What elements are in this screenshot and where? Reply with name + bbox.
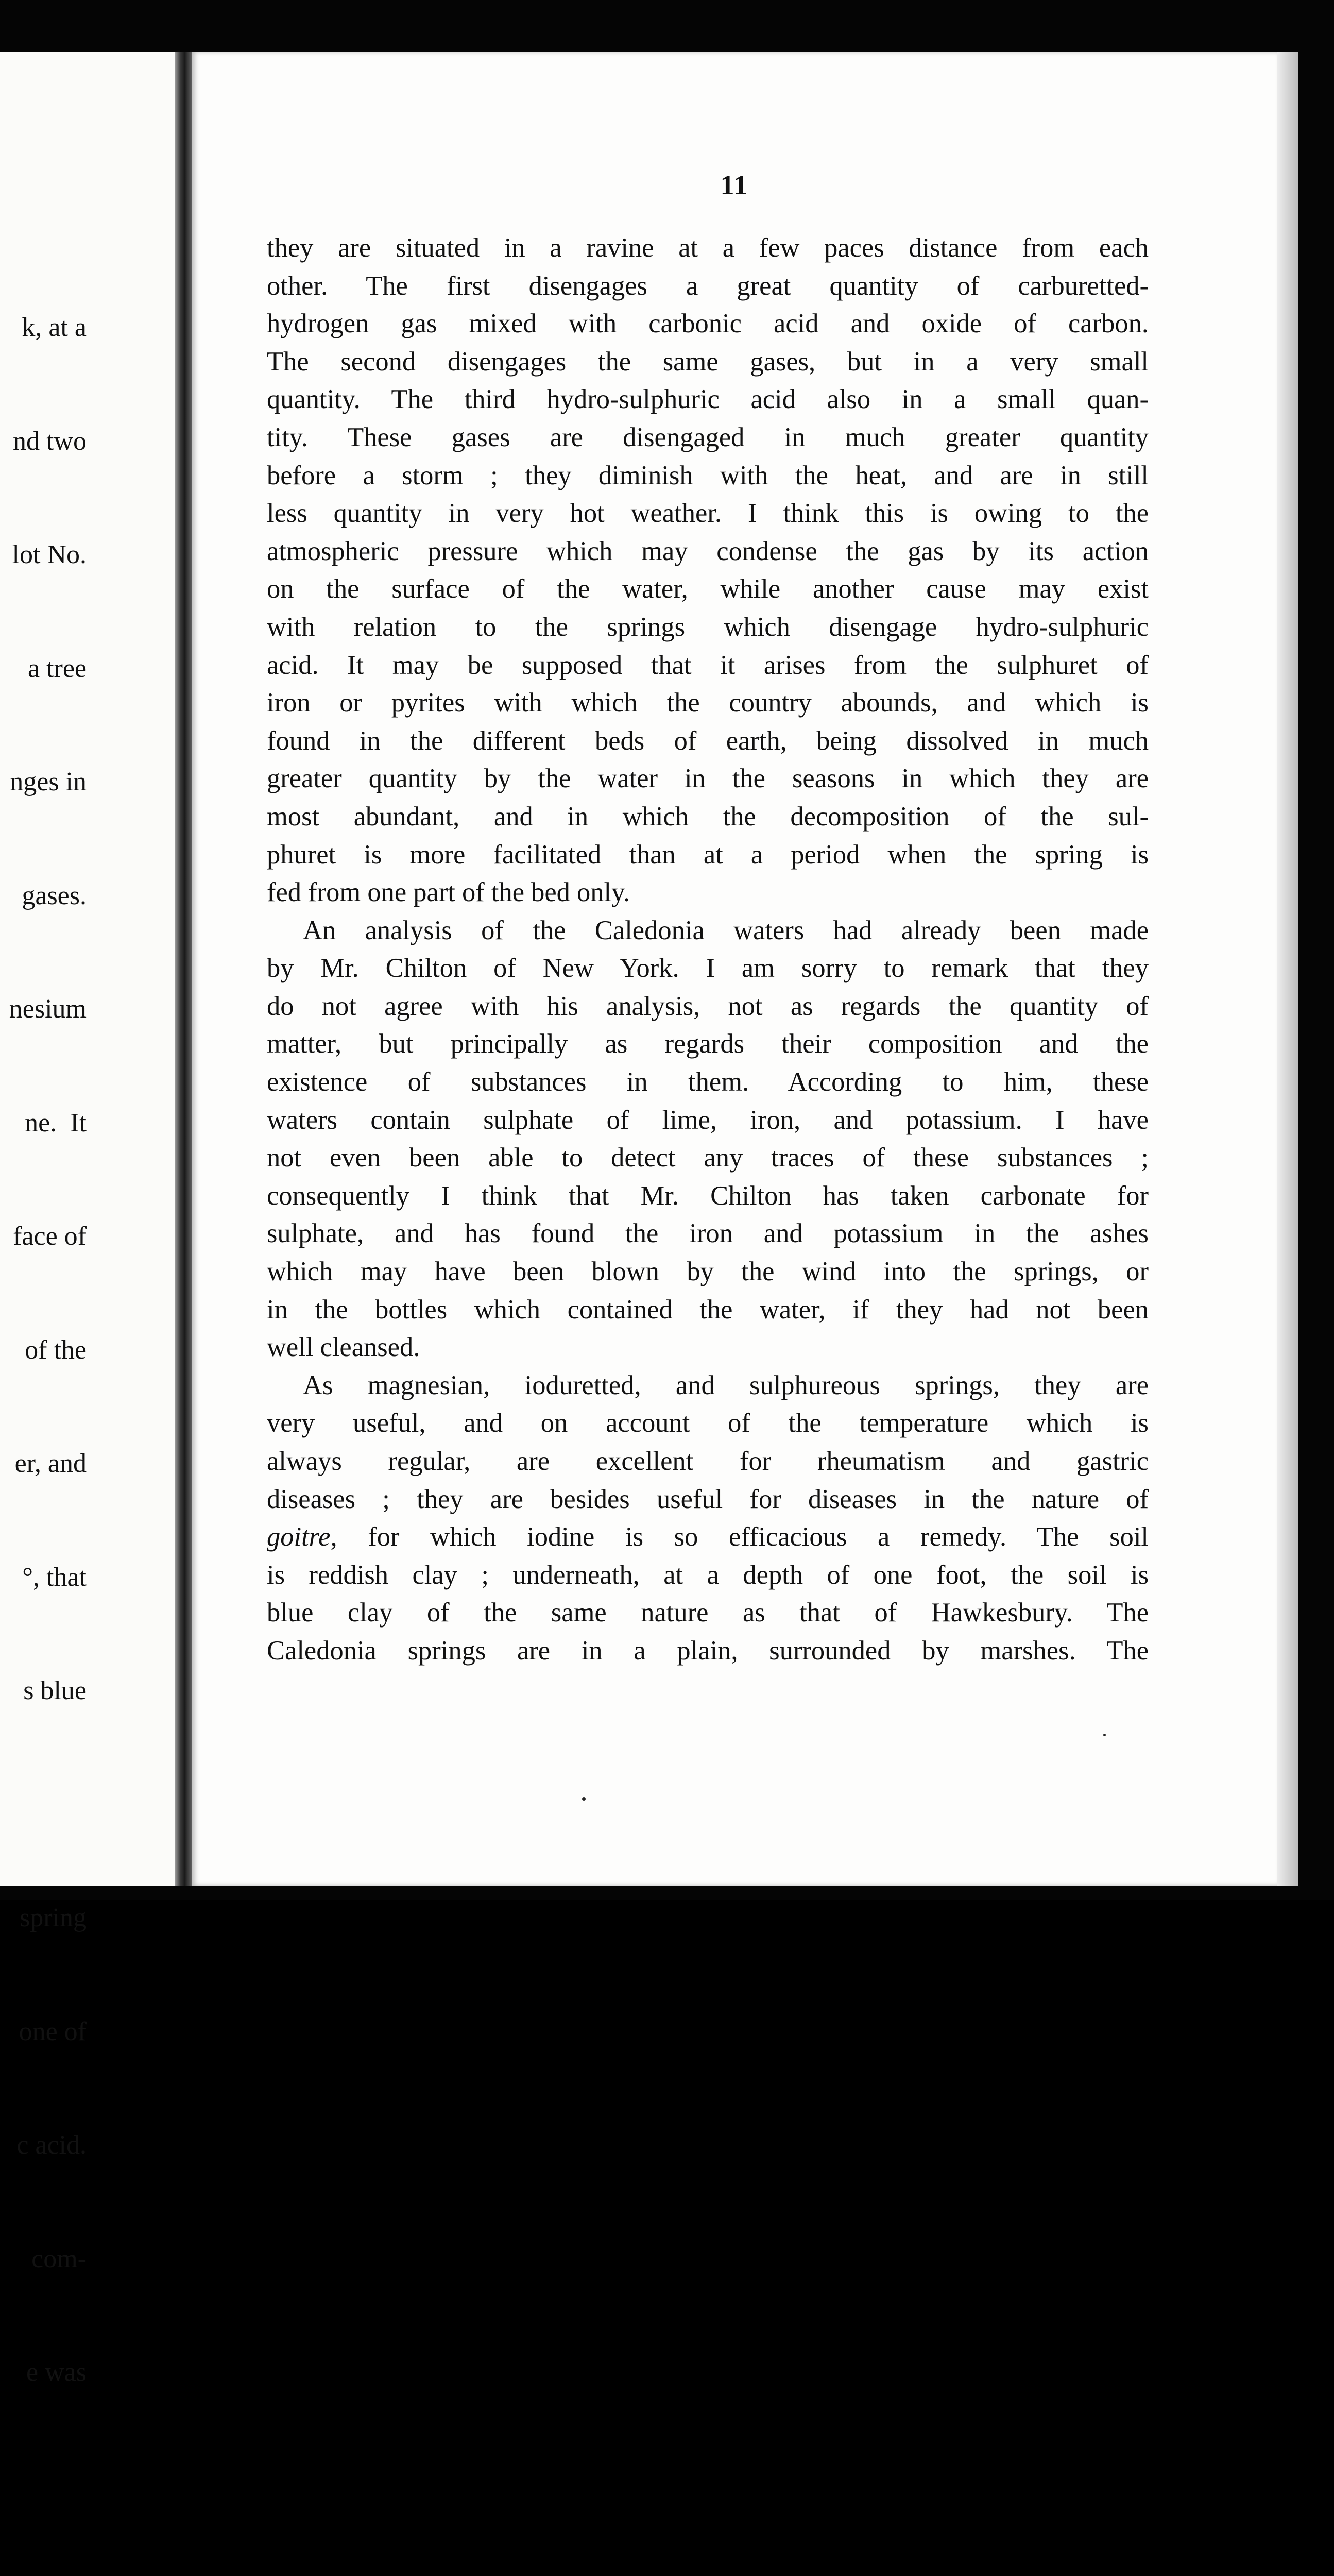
book-gutter [175, 52, 193, 1886]
text-line-with-emphasis [267, 1518, 1149, 1556]
text-line: fed from one part of the bed only. [267, 877, 630, 908]
left-page-line: nesium [9, 994, 87, 1024]
left-page-line: gases. [22, 880, 87, 910]
text-line: consequently I think that Mr. Chilton has taken carbonate for [267, 1180, 1149, 1211]
text-line: they are situated in a ravine at a few paces distance from each [267, 233, 1149, 263]
left-page-line: of the [25, 1335, 87, 1365]
left-page-line: s blue [23, 1676, 87, 1705]
text-line: blue clay of the same nature as that of Hawkesbury. The [267, 1598, 1149, 1628]
text-line: waters contain sulphate of lime, iron, and potassium. I have [267, 1105, 1149, 1135]
left-page-line: nd two [13, 426, 87, 456]
left-facing-page [0, 52, 180, 2387]
text-line: An analysis of the Caledonia waters had already been made [303, 915, 1149, 945]
left-page-line: °, that [22, 1562, 87, 1592]
text-line: in the bottles which contained the water, if they had not been [267, 1294, 1149, 1325]
text-line: found in the different beds of earth, being dissolved in much [267, 725, 1149, 756]
left-page-line: one of [19, 2016, 87, 2046]
text-line: is reddish clay ; underneath, at a depth of one foot, the soil is [267, 1560, 1149, 1590]
left-page-line: e was [26, 2358, 87, 2387]
text-line: which may have been blown by the wind into the springs, or [267, 1257, 1149, 1287]
text-line-remainder: , for which iodine is so efficacious a remedy. The soil [330, 1522, 1149, 1552]
text-line: before a storm ; they diminish with the heat, and are in still [267, 460, 1149, 490]
text-line: iron or pyrites with which the country abounds, and which is [267, 688, 1149, 718]
text-line: tity. These gases are disengaged in much greater quantity [267, 422, 1149, 452]
text-line: hydrogen gas mixed with carbonic acid and oxide of carbon. [267, 309, 1149, 339]
text-line: on the surface of the water, while another cause may exist [267, 574, 1149, 604]
page-right-edge [1277, 52, 1298, 1886]
left-page-line [9, 2467, 87, 2505]
text-line: other. The first disengages a great quantity of carburetted- [267, 270, 1149, 301]
text-line: not even been able to detect any traces of these substances ; [267, 1143, 1149, 1173]
text-line: greater quantity by the water in the seasons in which they are [267, 764, 1149, 794]
left-page-line: k, at a [22, 313, 87, 342]
left-page-text [9, 233, 87, 2576]
left-page-line: com- [31, 2244, 87, 2274]
ink-speck [1103, 1734, 1106, 1736]
text-line: acid. It may be supposed that it arises from the sulphuret of [267, 650, 1149, 680]
text-line: with relation to the springs which disengage hydro-sulphuric [267, 612, 1149, 642]
text-line: by Mr. Chilton of New York. I am sorry to remark that they [267, 953, 1149, 984]
text-line: Caledonia springs are in a plain, surrounded by marshes. The [267, 1635, 1149, 1666]
text-line: very useful, and on account of the temperature which is [267, 1408, 1149, 1438]
text-line: As magnesian, ioduretted, and sulphureous springs, they are [303, 1370, 1149, 1400]
text-line: well cleansed. [267, 1332, 420, 1363]
text-line: do not agree with his analysis, not as regards the quantity of [267, 991, 1149, 1021]
left-page-line: ne. It [25, 1108, 87, 1138]
left-page-line: er, and [14, 1449, 87, 1478]
text-line: The second disengages the same gases, but in a very small [267, 346, 1149, 377]
text-line: atmospheric pressure which may condense the gas by its action [267, 536, 1149, 566]
emphasis-goitre: goitre [267, 1522, 331, 1552]
left-page-line: spring [20, 1903, 87, 1933]
text-line: quantity. The third hydro-sulphuric acid also in a small quan- [267, 384, 1149, 415]
text-line: matter, but principally as regards their composition and the [267, 1029, 1149, 1059]
left-page-line: face of [13, 1222, 87, 1251]
left-page-line: lot No. [12, 540, 87, 569]
left-page-line [9, 1786, 87, 1824]
left-page-line: c acid. [16, 2130, 87, 2160]
text-line: less quantity in very hot weather. I think this is owing to the [267, 498, 1149, 529]
text-line: most abundant, and in which the decomposition of the sul- [267, 801, 1149, 832]
ink-speck [582, 1797, 586, 1801]
text-line: sulphate, and has found the iron and potassium in the ashes [267, 1218, 1149, 1249]
text-line: diseases ; they are besides useful for diseases in the nature of [267, 1484, 1149, 1514]
main-page [192, 52, 1277, 1886]
body-text [267, 229, 1149, 1670]
left-page-line: a tree [27, 653, 87, 683]
text-line: always regular, are excellent for rheumatism and gastric [267, 1446, 1149, 1476]
page-number: 11 [720, 170, 749, 200]
text-line: phuret is more facilitated than at a period when the spring is [267, 839, 1149, 870]
text-line: existence of substances in them. According to him, these [267, 1067, 1149, 1097]
left-page-line: nges in [10, 767, 87, 796]
